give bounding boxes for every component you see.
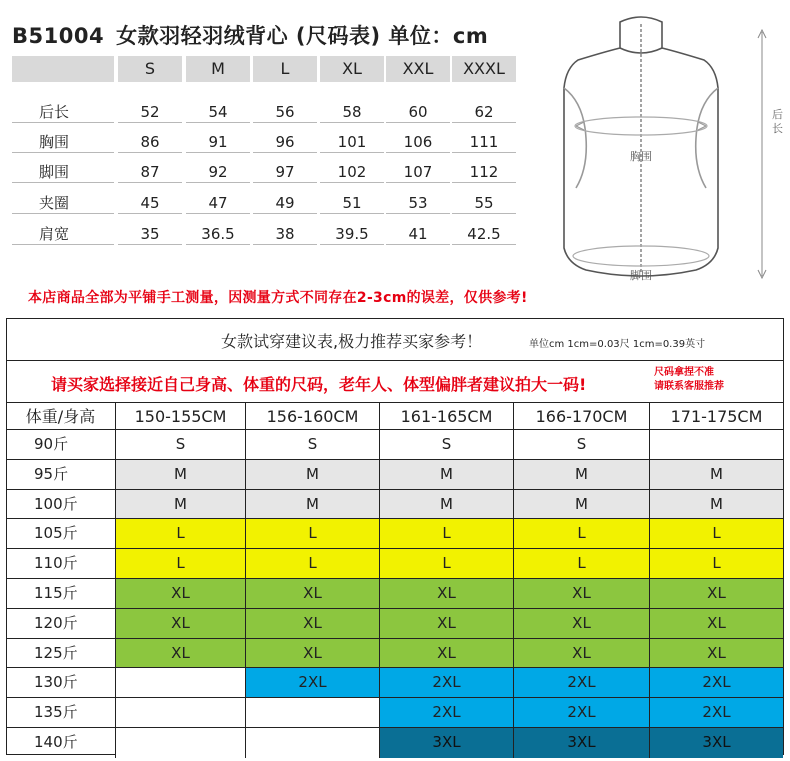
weight-label: 135斤 (6, 698, 116, 728)
size-suggestion-cell: XL (116, 609, 246, 639)
size-suggestion-cell: S (246, 430, 380, 460)
height-header: 161-165CM (380, 403, 514, 430)
size-suggestion-cell: XL (380, 639, 514, 669)
measure-value: 49 (253, 190, 317, 214)
size-header-xxl: XXL (386, 56, 450, 82)
size-suggestion-cell: L (650, 549, 783, 579)
size-suggestion-cell: L (514, 519, 650, 549)
size-suggestion-cell: M (514, 490, 650, 520)
size-suggestion-cell (116, 698, 246, 728)
measure-value: 102 (320, 159, 384, 183)
size-suggestion-cell: XL (246, 579, 380, 609)
height-header: 166-170CM (514, 403, 650, 430)
weight-label: 100斤 (6, 490, 116, 520)
size-suggestion-cell: M (650, 460, 783, 490)
measure-label: 脚围 (12, 159, 114, 183)
size-suggestion-cell: 2XL (650, 668, 783, 698)
back-length-label-2: 长 (772, 122, 783, 135)
measure-value: 41 (386, 221, 450, 245)
size-suggestion-cell (116, 668, 246, 698)
weight-label: 120斤 (6, 609, 116, 639)
weight-label: 130斤 (6, 668, 116, 698)
measure-value: 86 (118, 129, 182, 153)
size-suggestion-cell: 2XL (380, 698, 514, 728)
size-header-l: L (253, 56, 317, 82)
hem-label: 脚围 (630, 269, 652, 282)
measure-value: 106 (386, 129, 450, 153)
size-suggestion-cell: XL (116, 639, 246, 669)
size-suggestion-cell: M (650, 490, 783, 520)
weight-label: 110斤 (6, 549, 116, 579)
size-suggestion-cell: 2XL (246, 668, 380, 698)
weight-label: 115斤 (6, 579, 116, 609)
size-suggestion-cell: L (116, 549, 246, 579)
measure-value: 58 (320, 99, 384, 123)
weight-label: 95斤 (6, 460, 116, 490)
measure-value: 107 (386, 159, 450, 183)
size-suggestion-cell: M (514, 460, 650, 490)
measure-value: 111 (452, 129, 516, 153)
measure-label: 夹圈 (12, 190, 114, 214)
size-suggestion-cell: L (246, 549, 380, 579)
measure-value: 52 (118, 99, 182, 123)
size-suggestion-cell: M (246, 490, 380, 520)
size-suggestion-cell: 2XL (650, 698, 783, 728)
size-header-s: S (118, 56, 182, 82)
size-suggestion-cell: XL (514, 639, 650, 669)
size-suggestion-cell: XL (650, 639, 783, 669)
chest-label: 胸围 (630, 150, 652, 163)
measure-value: 39.5 (320, 221, 384, 245)
measure-value: 101 (320, 129, 384, 153)
measure-value: 62 (452, 99, 516, 123)
size-suggestion-cell: S (116, 430, 246, 460)
product-title: 女款羽轻羽绒背心 (尺码表) 单位：cm (116, 24, 489, 48)
measure-label: 胸围 (12, 129, 114, 153)
size-suggestion-cell: 3XL (650, 728, 783, 758)
page-title (12, 20, 488, 50)
fit-chart-title-bar (6, 318, 784, 361)
measure-label: 后长 (12, 99, 114, 123)
size-suggestion-cell (246, 698, 380, 728)
measure-value: 96 (253, 129, 317, 153)
weight-label: 105斤 (6, 519, 116, 549)
advice-bar (6, 361, 784, 403)
size-suggestion-cell: XL (380, 579, 514, 609)
size-suggestion-cell: XL (514, 579, 650, 609)
size-suggestion-cell: XL (246, 609, 380, 639)
weight-label: 90斤 (6, 430, 116, 460)
measure-value: 60 (386, 99, 450, 123)
size-suggestion-cell (116, 728, 246, 758)
size-suggestion-cell: XL (514, 609, 650, 639)
measure-value: 45 (118, 190, 182, 214)
size-suggestion-cell: L (514, 549, 650, 579)
size-suggestion-cell: 3XL (514, 728, 650, 758)
size-suggestion-cell: XL (380, 609, 514, 639)
measure-value: 35 (118, 221, 182, 245)
measure-value: 91 (186, 129, 250, 153)
corner-header: 体重/身高 (6, 403, 116, 430)
measure-value: 55 (452, 190, 516, 214)
measure-value: 112 (452, 159, 516, 183)
height-header: 156-160CM (246, 403, 380, 430)
vest-diagram (540, 8, 783, 288)
size-header-m: M (186, 56, 250, 82)
unit-conversion-note: 单位cm 1cm=0.03尺 1cm=0.39英寸 (529, 339, 706, 350)
measure-value: 87 (118, 159, 182, 183)
size-suggestion-cell: S (380, 430, 514, 460)
size-suggestion-cell: L (116, 519, 246, 549)
product-code: B51004 (12, 24, 105, 48)
size-suggestion-cell: XL (246, 639, 380, 669)
size-suggestion-cell: 2XL (514, 668, 650, 698)
size-suggestion-cell: L (246, 519, 380, 549)
measure-value: 36.5 (186, 221, 250, 245)
measure-value: 51 (320, 190, 384, 214)
size-header-blank (12, 56, 114, 82)
weight-label: 140斤 (6, 728, 116, 758)
size-header-xxxl: XXXL (452, 56, 516, 82)
size-suggestion-cell: M (380, 490, 514, 520)
back-length-label-1: 后 (772, 108, 783, 121)
size-suggestion-cell: M (116, 490, 246, 520)
measure-label: 肩宽 (12, 221, 114, 245)
size-header-xl: XL (320, 56, 384, 82)
contact-note-line-1: 尺码拿捏不准 (654, 367, 714, 378)
measure-value: 47 (186, 190, 250, 214)
size-suggestion-cell: S (514, 430, 650, 460)
size-suggestion-cell: M (246, 460, 380, 490)
size-suggestion-cell: XL (116, 579, 246, 609)
size-suggestion-cell: M (116, 460, 246, 490)
size-suggestion-cell (650, 430, 783, 460)
size-suggestion-cell: M (380, 460, 514, 490)
measure-value: 53 (386, 190, 450, 214)
measure-value: 42.5 (452, 221, 516, 245)
size-suggestion-cell: XL (650, 609, 783, 639)
measure-value: 97 (253, 159, 317, 183)
contact-note (654, 366, 724, 394)
measure-value: 92 (186, 159, 250, 183)
size-suggestion-cell: L (380, 519, 514, 549)
fit-chart-title: 女款试穿建议表,极力推荐买家参考！ (221, 332, 483, 351)
weight-label: 125斤 (6, 639, 116, 669)
height-header: 171-175CM (650, 403, 783, 430)
size-suggestion-cell: 2XL (380, 668, 514, 698)
size-suggestion-cell: L (650, 519, 783, 549)
size-suggestion-cell (246, 728, 380, 758)
height-header: 150-155CM (116, 403, 246, 430)
measure-value: 56 (253, 99, 317, 123)
measure-value: 38 (253, 221, 317, 245)
size-suggestion-cell: 3XL (380, 728, 514, 758)
size-suggestion-cell: XL (650, 579, 783, 609)
contact-note-line-2: 请联系客服推荐 (654, 381, 724, 392)
size-suggestion-cell: 2XL (514, 698, 650, 728)
measure-value: 54 (186, 99, 250, 123)
advice-text: 请买家选择接近自己身高、体重的尺码，老年人、体型偏胖者建议拍大一码! (51, 375, 587, 394)
size-suggestion-cell: L (380, 549, 514, 579)
measurement-notice: 本店商品全部为平铺手工测量，因测量方式不同存在2-3cm的误差，仅供参考! (28, 290, 528, 306)
